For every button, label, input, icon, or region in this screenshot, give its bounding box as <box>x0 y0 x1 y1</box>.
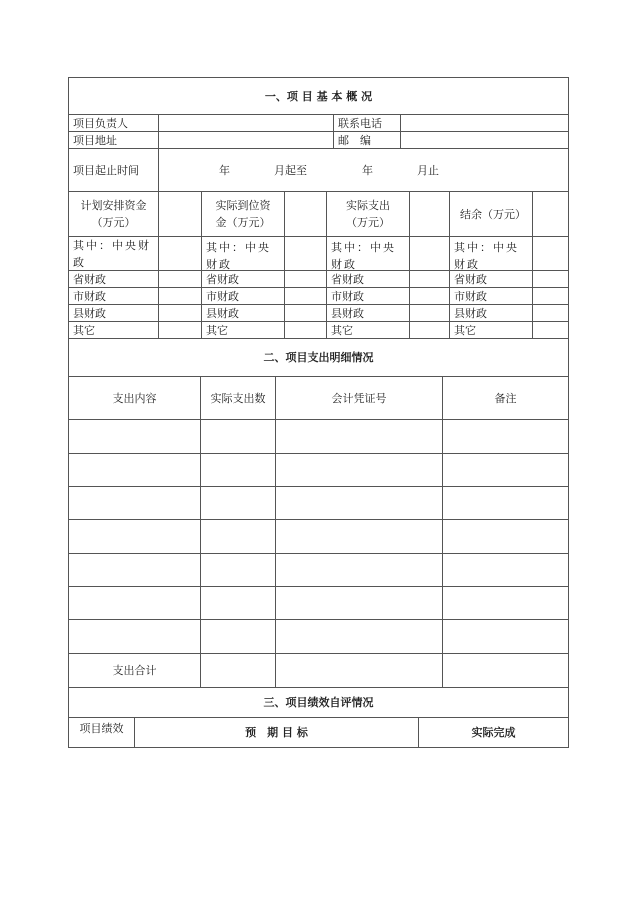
fund-row-value[interactable] <box>284 287 327 305</box>
fund-row-label: 市财政 <box>449 287 533 305</box>
expense-cell[interactable] <box>200 486 276 520</box>
fund-row-label: 县财政 <box>449 304 533 322</box>
section1-title: 一、项 目 基 本 概 况 <box>68 77 569 115</box>
expense-cell[interactable] <box>200 519 276 554</box>
fund-row-value[interactable] <box>532 287 569 305</box>
fund-row-label: 市财政 <box>201 287 285 305</box>
expense-cell[interactable] <box>442 553 569 587</box>
actual-complete-label: 实际完成 <box>418 717 569 748</box>
period-label: 项目起止时间 <box>68 148 159 192</box>
fund-header-value-1[interactable] <box>284 191 327 237</box>
leader-field[interactable] <box>158 114 334 132</box>
fund-row-value[interactable] <box>532 304 569 322</box>
expense-header-3: 备注 <box>442 376 569 420</box>
fund-row-value[interactable] <box>409 287 450 305</box>
expense-total-cell[interactable] <box>442 653 569 688</box>
postcode-label: 邮 编 <box>333 131 401 149</box>
expense-cell[interactable] <box>200 553 276 587</box>
expense-header-2: 会计凭证号 <box>275 376 443 420</box>
fund-row-value[interactable] <box>532 270 569 288</box>
expense-cell[interactable] <box>200 586 276 620</box>
expense-cell[interactable] <box>68 519 201 554</box>
fund-row-value[interactable] <box>532 236 569 271</box>
expense-cell[interactable] <box>68 453 201 487</box>
expense-cell[interactable] <box>442 519 569 554</box>
fund-row-label: 省财政 <box>449 270 533 288</box>
expense-cell[interactable] <box>68 486 201 520</box>
fund-row-value[interactable] <box>284 270 327 288</box>
fund-row-label: 省财政 <box>68 270 159 288</box>
fund-row-value[interactable] <box>532 321 569 339</box>
fund-row-label: 其它 <box>326 321 410 339</box>
fund-row-value[interactable] <box>158 304 202 322</box>
fund-header-0: 计划安排资金（万元） <box>68 191 159 237</box>
fund-row-label: 县财政 <box>68 304 159 322</box>
fund-row-label: 省财政 <box>326 270 410 288</box>
phone-label: 联系电话 <box>333 114 401 132</box>
expense-cell[interactable] <box>200 419 276 454</box>
period-field[interactable]: 年 月起至 年 月止 <box>158 148 569 192</box>
perf-label: 项目绩效 <box>68 717 135 748</box>
expense-cell[interactable] <box>442 486 569 520</box>
fund-row-label: 市财政 <box>326 287 410 305</box>
expense-cell[interactable] <box>442 619 569 654</box>
phone-field[interactable] <box>400 114 569 132</box>
fund-row-label: 县财政 <box>326 304 410 322</box>
fund-header-value-2[interactable] <box>409 191 450 237</box>
expense-header-1: 实际支出数 <box>200 376 276 420</box>
fund-row-value[interactable] <box>409 270 450 288</box>
expense-cell[interactable] <box>275 419 443 454</box>
fund-header-1: 实际到位资金（万元） <box>201 191 285 237</box>
fund-row-value[interactable] <box>284 304 327 322</box>
fund-row-label: 其中：中央财政 <box>201 236 285 271</box>
address-label: 项目地址 <box>68 131 159 149</box>
fund-row-value[interactable] <box>158 236 202 271</box>
fund-row-label: 其中：中央财政 <box>326 236 410 271</box>
expense-cell[interactable] <box>68 419 201 454</box>
expense-cell[interactable] <box>275 619 443 654</box>
fund-row-value[interactable] <box>409 236 450 271</box>
expense-cell[interactable] <box>275 486 443 520</box>
expense-cell[interactable] <box>68 553 201 587</box>
fund-row-label: 其它 <box>201 321 285 339</box>
fund-header-3: 结余（万元） <box>449 191 533 237</box>
expense-cell[interactable] <box>275 519 443 554</box>
expense-cell[interactable] <box>200 453 276 487</box>
fund-row-value[interactable] <box>158 287 202 305</box>
expense-cell[interactable] <box>68 619 201 654</box>
fund-row-label: 市财政 <box>68 287 159 305</box>
section3-title: 三、项目绩效自评情况 <box>68 687 569 718</box>
fund-row-value[interactable] <box>158 270 202 288</box>
fund-header-2: 实际支出（万元） <box>326 191 410 237</box>
postcode-field[interactable] <box>400 131 569 149</box>
expense-cell[interactable] <box>442 453 569 487</box>
fund-row-label: 其中：中央财政 <box>449 236 533 271</box>
expected-target-label: 预 期 目 标 <box>134 717 419 748</box>
fund-header-value-3[interactable] <box>532 191 569 237</box>
expense-header-0: 支出内容 <box>68 376 201 420</box>
fund-row-label: 其它 <box>449 321 533 339</box>
leader-label: 项目负责人 <box>68 114 159 132</box>
fund-row-label: 省财政 <box>201 270 285 288</box>
expense-cell[interactable] <box>200 619 276 654</box>
fund-row-label: 县财政 <box>201 304 285 322</box>
section2-title: 二、项目支出明细情况 <box>68 338 569 377</box>
address-field[interactable] <box>158 131 334 149</box>
fund-row-value[interactable] <box>158 321 202 339</box>
expense-cell[interactable] <box>275 586 443 620</box>
expense-cell[interactable] <box>442 419 569 454</box>
fund-header-value-0[interactable] <box>158 191 202 237</box>
expense-total-cell[interactable] <box>200 653 276 688</box>
fund-row-value[interactable] <box>284 321 327 339</box>
fund-row-label: 其它 <box>68 321 159 339</box>
fund-row-value[interactable] <box>409 321 450 339</box>
expense-cell[interactable] <box>68 586 201 620</box>
expense-cell[interactable] <box>442 586 569 620</box>
fund-row-value[interactable] <box>284 236 327 271</box>
expense-cell[interactable] <box>275 453 443 487</box>
fund-row-value[interactable] <box>409 304 450 322</box>
expense-total-cell[interactable] <box>275 653 443 688</box>
expense-cell[interactable] <box>275 553 443 587</box>
expense-total-label: 支出合计 <box>68 653 201 688</box>
fund-row-label: 其中：中央财政 <box>68 236 159 271</box>
